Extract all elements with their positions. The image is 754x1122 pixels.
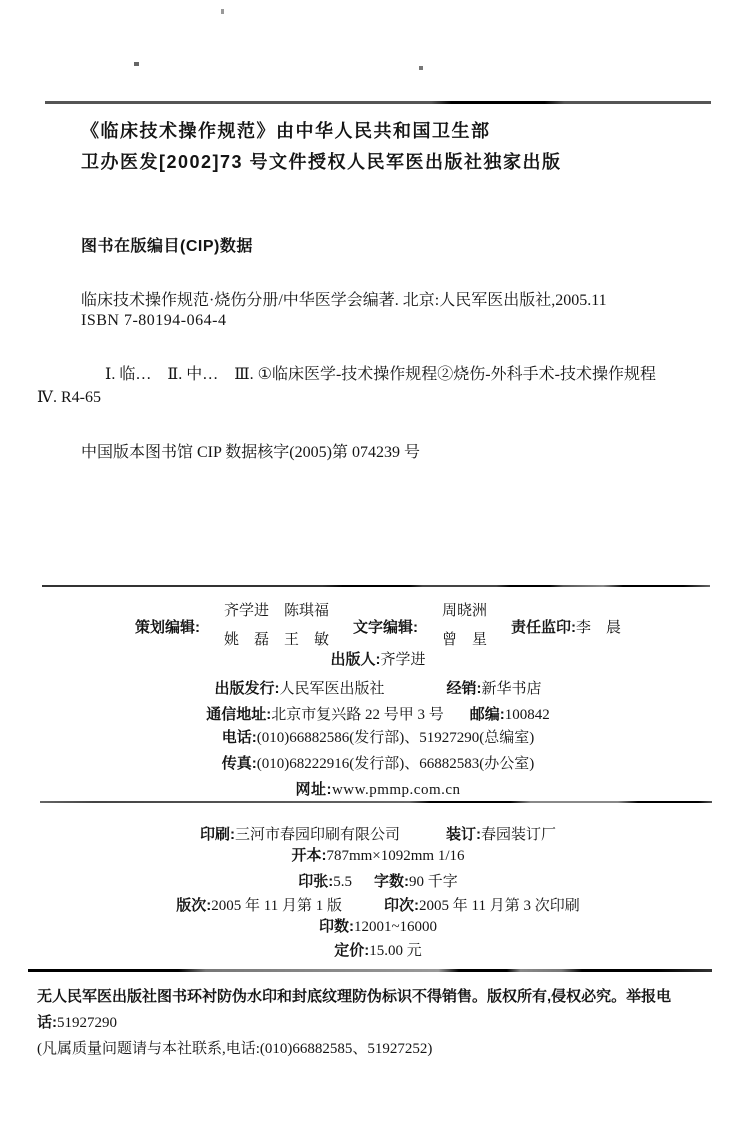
price-label: 定价: (334, 942, 370, 959)
price-line (45, 941, 711, 961)
text-editor-names (442, 597, 487, 655)
fax-line (45, 754, 711, 774)
editors-credit-row (45, 597, 711, 655)
publisher-person-line (45, 650, 711, 670)
text-editor-label: 文字编辑: (352, 618, 418, 636)
print-run-label: 印数: (318, 918, 354, 935)
publisher-person-label: 出版人: (330, 651, 381, 668)
word-count (374, 870, 458, 891)
credits-divider-rule (42, 585, 710, 587)
publishing-house-name: 人民军医出版社 (279, 681, 385, 697)
print-supervisor-label: 责任监印: (511, 618, 576, 636)
distribution (447, 677, 542, 698)
edition-impression-row (45, 894, 711, 915)
anti-piracy-notice-line-2: (凡属质量问题请与本社联系,电话:(010)66882585、51927252) (37, 1041, 433, 1057)
printing-divider-rule (40, 801, 712, 803)
impression-label: 印次: (384, 897, 419, 914)
planning-editor-label: 策划编辑: (134, 618, 200, 636)
print-supervisor-name: 李 晨 (576, 619, 622, 636)
postcode (470, 703, 550, 724)
planning-editor-names (224, 597, 329, 655)
distribution-label: 经销: (446, 680, 482, 697)
website-label: 网址: (295, 781, 332, 798)
format-value: 787mm×1092mm 1/16 (326, 848, 465, 864)
printer-binding-row (45, 823, 711, 844)
cip-classification-line-1: Ⅰ. 临… Ⅱ. 中… Ⅲ. ①临床医学-技术操作规程②烧伤-外科手术-技术操作规程 (105, 366, 656, 383)
word-count-value: 90 千字 (408, 874, 458, 890)
print-run-value: 12001~16000 (353, 919, 438, 935)
scan-speck (419, 66, 423, 70)
cip-heading: 图书在版编目(CIP)数据 (81, 238, 253, 255)
mailing-address-value: 北京市复兴路 22 号甲 3 号 (271, 707, 444, 723)
printer (200, 823, 400, 844)
publisher-person-name: 齐学进 (380, 652, 426, 668)
publishing-distribution-row (45, 677, 711, 698)
cip-classification-line-2: Ⅳ. R4-65 (37, 389, 101, 406)
phone-label: 电话: (221, 729, 257, 746)
word-count-label: 字数: (373, 873, 409, 890)
authorization-line-2: 卫办医发[2002]73 号文件授权人民军医出版社独家出版 (81, 152, 562, 172)
text-editor-names-line-1: 周晓洲 (441, 603, 487, 619)
binding (446, 823, 556, 844)
edition-label: 版次: (176, 897, 212, 914)
address-row (45, 703, 711, 724)
edition-value: 2005 年 11 月第 1 版 (211, 898, 342, 914)
scan-speck (134, 62, 139, 66)
postcode-value: 100842 (504, 707, 550, 723)
distribution-name: 新华书店 (481, 681, 542, 697)
printed-sheets (298, 870, 352, 891)
edition (176, 894, 342, 915)
binding-label: 装订: (446, 826, 481, 843)
anti-piracy-text: 无人民军医出版社图书环衬防伪水印和封底纹理防伪标识不得销售。版权所有,侵权必究。举报电话: (37, 988, 672, 1031)
phone-value: (010)66882586(发行部)、51927290(总编室) (256, 730, 535, 746)
anti-piracy-notice (37, 984, 729, 1062)
publishing-house (214, 677, 384, 698)
cip-description: 临床技术操作规范·烧伤分册/中华医学会编著. 北京:人民军医出版社,2005.11 (81, 292, 607, 309)
printed-sheets-label: 印张: (298, 873, 334, 890)
printer-name: 三河市春园印刷有限公司 (234, 827, 400, 843)
sheets-wordcount-row (45, 870, 711, 891)
top-divider-rule (45, 101, 711, 104)
print-run-line (45, 917, 711, 937)
phone-line (45, 728, 711, 748)
report-phone-number: 51927290 (57, 1015, 117, 1031)
notice-divider-rule (28, 969, 712, 972)
scan-speck (221, 9, 224, 14)
planning-editor-names-line-1: 齐学进 陈琪福 (223, 603, 329, 619)
text-editor-names-line-2: 曾 星 (441, 632, 487, 648)
website-value: www.pmmp.com.cn (331, 782, 461, 798)
printer-label: 印刷: (199, 826, 235, 843)
impression-value: 2005 年 11 月第 3 次印刷 (419, 898, 580, 914)
publishing-house-label: 出版发行: (214, 680, 280, 697)
print-supervisor (511, 616, 621, 637)
authorization-statement (81, 116, 562, 178)
printed-sheets-value: 5.5 (333, 874, 352, 890)
mailing-address-label: 通信地址: (206, 706, 272, 723)
binding-name: 春园装订厂 (481, 827, 557, 843)
price-value: 15.00 元 (369, 943, 422, 959)
fax-value: (010)68222916(发行部)、66882583(办公室) (256, 756, 535, 772)
isbn-number: ISBN 7-80194-064-4 (81, 312, 227, 329)
format-label: 开本: (291, 847, 327, 864)
planning-editor-names-line-2: 姚 磊 王 敏 (223, 632, 329, 648)
anti-piracy-notice-line-1 (37, 984, 729, 1036)
postcode-label: 邮编: (469, 706, 505, 723)
mailing-address (206, 703, 444, 724)
impression (384, 894, 580, 915)
authorization-line-1: 《临床技术操作规范》由中华人民共和国卫生部 (81, 121, 491, 141)
cip-registration-number: 中国版本图书馆 CIP 数据核字(2005)第 074239 号 (81, 444, 420, 461)
format-line (45, 846, 711, 866)
fax-label: 传真: (221, 755, 257, 772)
website-line (45, 780, 711, 800)
